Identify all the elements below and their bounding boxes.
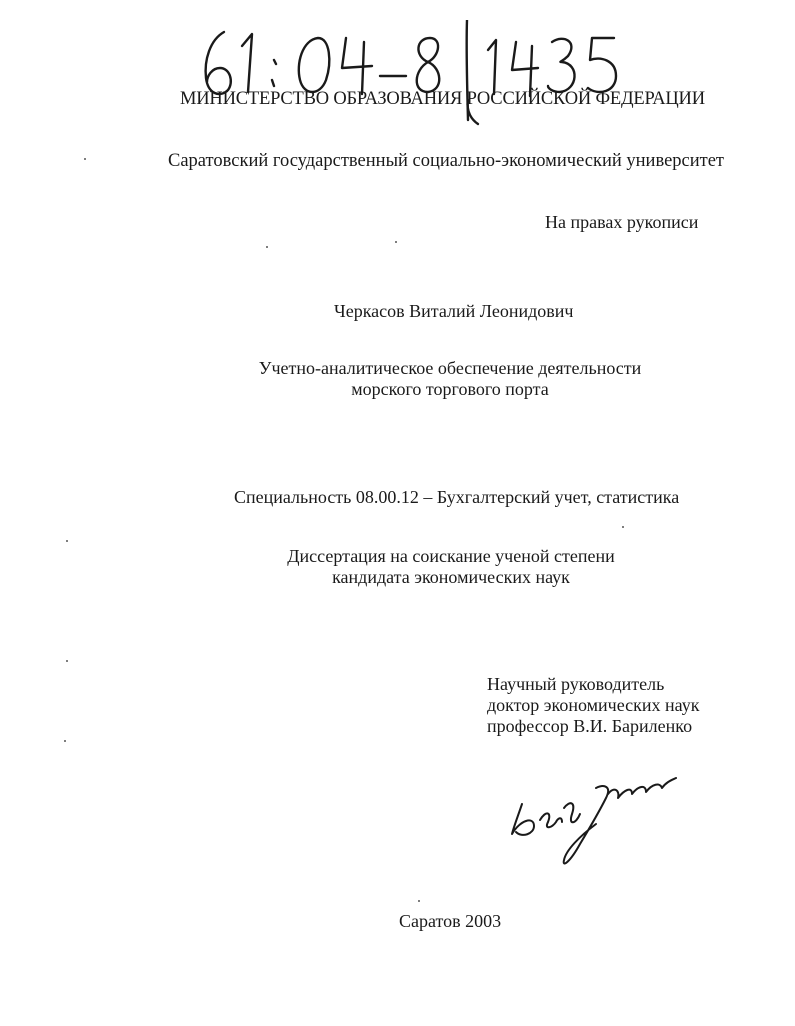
scan-speck [66, 540, 68, 542]
supervisor-role: Научный руководитель [487, 674, 665, 694]
specialty-line: Специальность 08.00.12 – Бухгалтерский учет, статистика [234, 487, 680, 507]
handwritten-archive-code [196, 20, 626, 130]
supervisor-name: профессор В.И. Бариленко [487, 716, 693, 736]
degree-line-1: Диссертация на соискание ученой степени [287, 546, 615, 566]
supervisor-info [487, 674, 699, 737]
author-name: Черкасов Виталий Леонидович [334, 301, 574, 321]
manuscript-note: На правах рукописи [545, 212, 699, 232]
degree-statement [200, 546, 702, 588]
author-signature [500, 764, 690, 874]
city-year: Саратов 2003 [399, 911, 502, 931]
scan-speck [395, 241, 397, 243]
supervisor-degree: доктор экономических наук [487, 695, 700, 715]
degree-line-2: кандидата экономических наук [332, 567, 570, 587]
scan-speck [622, 526, 624, 528]
ministry-heading: МИНИСТЕРСТВО ОБРАЗОВАНИЯ РОССИЙСКОЙ ФЕДЕРАЦИИ [180, 89, 705, 109]
title-line-1: Учетно-аналитическое обеспечение деятельности [258, 358, 642, 378]
scan-speck [84, 158, 86, 160]
university-name: Саратовский государственный социально-экономический университет [168, 151, 725, 171]
dissertation-title [200, 358, 700, 400]
title-line-2: морского торгового порта [351, 379, 549, 399]
scan-speck [418, 900, 420, 902]
scan-speck [66, 660, 68, 662]
scan-speck [266, 246, 268, 248]
scan-speck [64, 740, 66, 742]
